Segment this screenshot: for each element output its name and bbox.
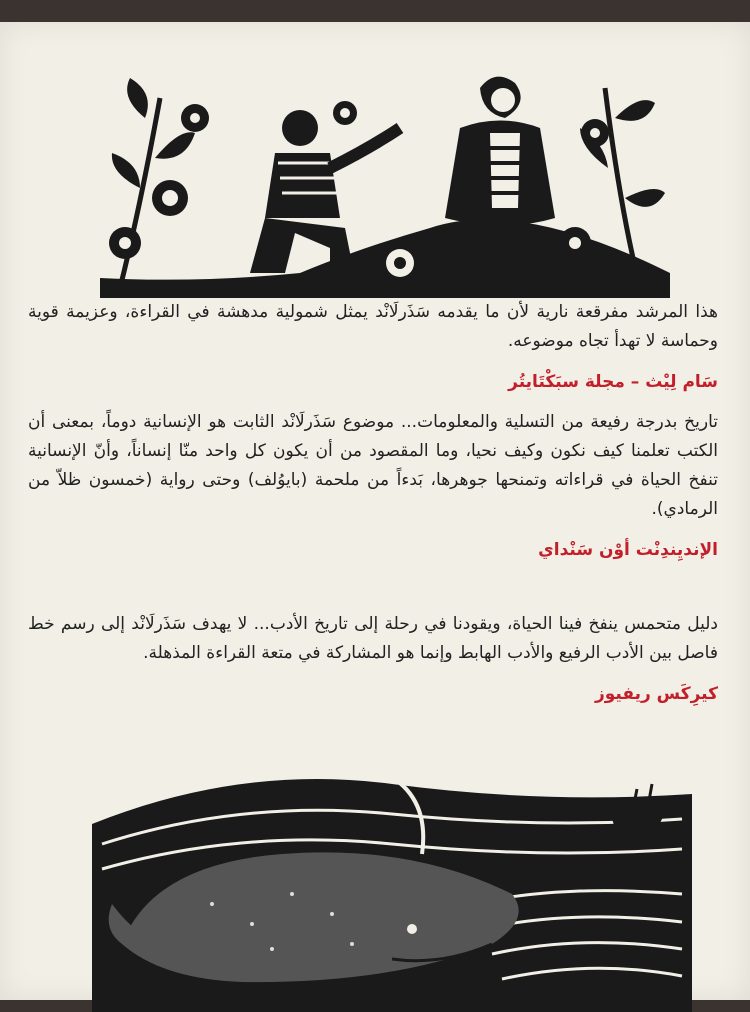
woodcut-whale-illustration	[92, 744, 692, 1012]
quote-author: الإنديِندِنْت أوْن سَنْداي	[538, 540, 718, 560]
quote-text: تاريخ بدرجة رفيعة من التسلية والمعلومات... موضوع سَذَرلَانْد الثابت هو الإنسانية دوماً، بمعنى أن الكتب تعلمنا كيف نكون وكيف نحيا، وما المقصود من أن يكون كل واحد منّا إنساناً، وأنّ الإنسانية تنفخ الحياة في قراءاته وتمنحها جوهرها، بَدءاً من ملحمة (بايوُلف) وحتى رواية (خمسون ظلاّ من الرمادي).	[28, 412, 718, 519]
review-quote-3	[28, 610, 718, 706]
review-quote-2	[28, 408, 718, 562]
woodcut-courtship-illustration	[100, 58, 670, 298]
quote-author: سَام لِيْث – مجلة سبَكْتَايتُر	[508, 372, 718, 392]
book-back-cover	[0, 22, 750, 1000]
quote-text: دليل متحمس ينفخ فينا الحياة، ويقودنا في رحلة إلى تاريخ الأدب... لا يهدف سَذَرلَانْد إلى رسم خط فاصل بين الأدب الرفيع والأدب الهابط وإنما هو المشاركة في متعة القراءة المذهلة.	[28, 614, 718, 663]
review-quote-1	[28, 298, 718, 394]
quote-text: هذا المرشد مفرقعة نارية لأن ما يقدمه سَذَرلَانْد يمثل شمولية مدهشة في القراءة، وعزيمة قوية وحماسة لا تهدأ تجاه موضوعه.	[28, 302, 718, 351]
quote-author: كيرِكَس ريفيوز	[594, 684, 718, 704]
